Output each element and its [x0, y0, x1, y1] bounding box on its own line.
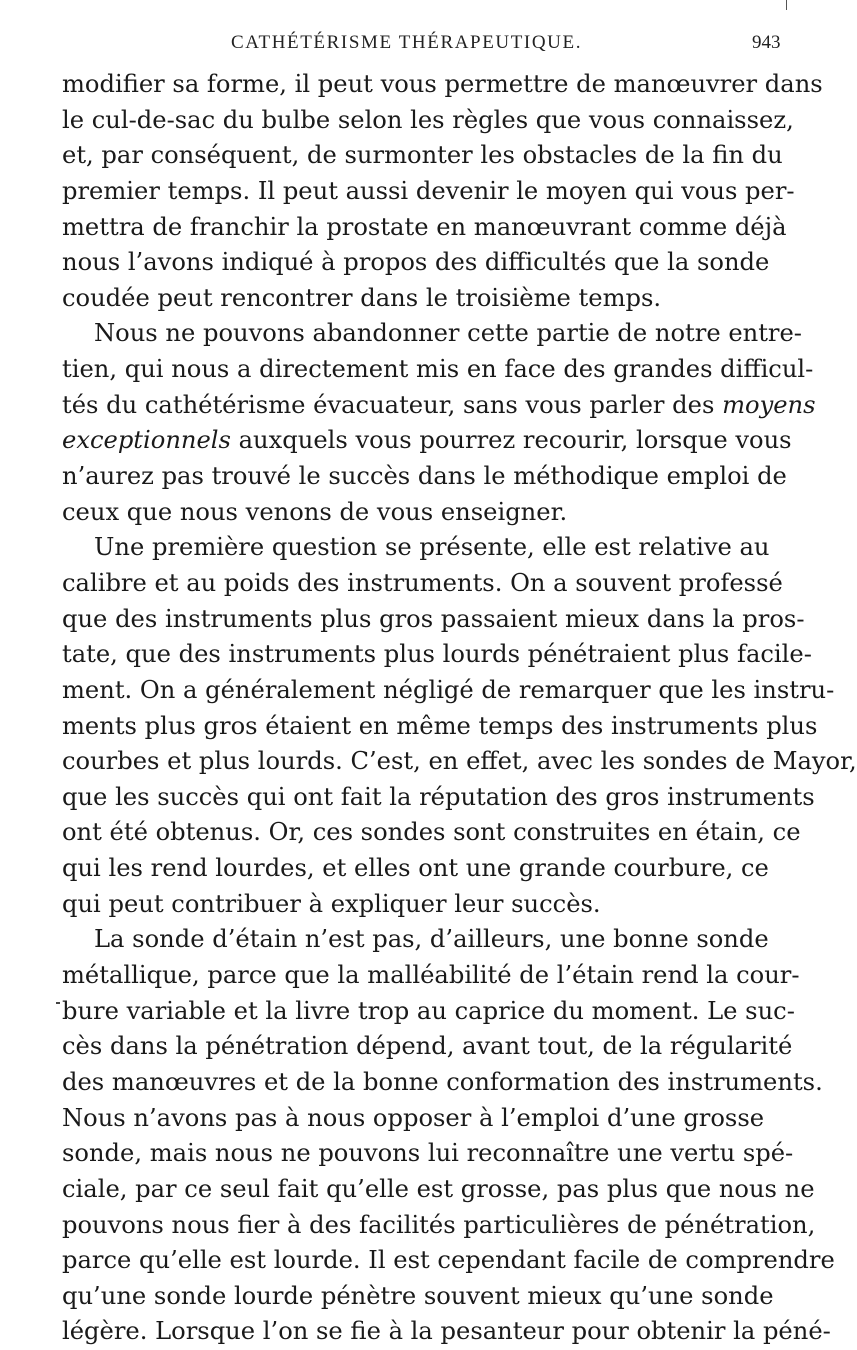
text-line-with-italic: [62, 388, 816, 424]
text-line-with-italic: [62, 423, 792, 459]
text-line: qui peut contribuer à expliquer leur succès.: [62, 889, 601, 918]
italic-word: moyens: [722, 390, 816, 419]
page-number: 943: [752, 32, 781, 53]
text-fragment: tés du cathétérisme évacuateur, sans vous parler des: [62, 390, 723, 419]
text-line: des manœuvres et de la bonne conformation des instruments.: [62, 1067, 823, 1096]
running-title: CATHÉTÉRISME THÉRAPEUTIQUE.: [231, 32, 583, 53]
text-line: calibre et au poids des instruments. On a souvent professé: [62, 568, 783, 597]
text-fragment: auxquels vous pourrez recourir, lorsque vous: [230, 426, 792, 455]
text-line: ont été obtenus. Or, ces sondes sont construites en étain, ce: [62, 818, 801, 847]
text-line: n’aurez pas trouvé le succès dans le méthodique emploi de: [62, 462, 787, 491]
text-line: courbes et plus lourds. C’est, en effet, avec les sondes de Mayor,: [62, 747, 857, 776]
running-head: [0, 32, 800, 62]
text-line: sonde, mais nous ne pouvons lui reconnaître une vertu spé-: [62, 1139, 794, 1168]
text-line: que des instruments plus gros passaient mieux dans la pros-: [62, 604, 805, 633]
text-line: légère. Lorsque l’on se fie à la pesanteur pour obtenir la péné-: [62, 1317, 831, 1346]
text-line: coudée peut rencontrer dans le troisième temps.: [62, 283, 662, 312]
text-line: parce qu’elle est lourde. Il est cependant facile de comprendre: [62, 1246, 835, 1275]
text-line: nous l’avons indiqué à propos des difficultés que la sonde: [62, 248, 770, 277]
text-line: qui les rend lourdes, et elles ont une grande courbure, ce: [62, 854, 769, 883]
text-line: ment. On a généralement négligé de remarquer que les instru-: [62, 675, 835, 704]
italic-word: exceptionnels: [62, 426, 231, 455]
text-line: pouvons nous fier à des facilités particulières de pénétration,: [62, 1210, 816, 1239]
text-line: tate, que des instruments plus lourds pénétraient plus facile-: [62, 640, 812, 669]
text-line: mettra de franchir la prostate en manœuvrant comme déjà: [62, 212, 787, 241]
margin-mark: [786, 0, 787, 10]
text-line: Nous ne pouvons abandonner cette partie de notre entre-: [94, 319, 802, 348]
text-line: La sonde d’étain n’est pas, d’ailleurs, une bonne sonde: [94, 925, 769, 954]
text-line: métallique, parce que la malléabilité de l’étain rend la cour-: [62, 961, 800, 990]
text-line: que les succès qui ont fait la réputation des gros instruments: [62, 782, 815, 811]
text-line: Une première question se présente, elle est relative au: [94, 533, 770, 562]
text-line: le cul-de-sac du bulbe selon les règles que vous connaissez,: [62, 105, 794, 134]
text-line: bure variable et la livre trop au caprice du moment. Le suc-: [62, 996, 795, 1025]
margin-tick: [56, 1002, 60, 1004]
text-line: Nous n’avons pas à nous opposer à l’emploi d’une grosse: [62, 1103, 765, 1132]
text-line: cès dans la pénétration dépend, avant tout, de la régularité: [62, 1032, 793, 1061]
text-line: et, par conséquent, de surmonter les obstacles de la fin du: [62, 141, 783, 170]
body-text: [62, 67, 857, 1350]
text-line: qu’une sonde lourde pénètre souvent mieux qu’une sonde: [62, 1281, 774, 1310]
text-line: ceux que nous venons de vous enseigner.: [62, 497, 568, 526]
text-line: tien, qui nous a directement mis en face des grandes difficul-: [62, 355, 814, 384]
text-line: ciale, par ce seul fait qu’elle est grosse, pas plus que nous ne: [62, 1174, 815, 1203]
text-line: ments plus gros étaient en même temps des instruments plus: [62, 711, 818, 740]
text-line: premier temps. Il peut aussi devenir le moyen qui vous per-: [62, 176, 795, 205]
text-line: modifier sa forme, il peut vous permettre de manœuvrer dans: [62, 70, 823, 98]
